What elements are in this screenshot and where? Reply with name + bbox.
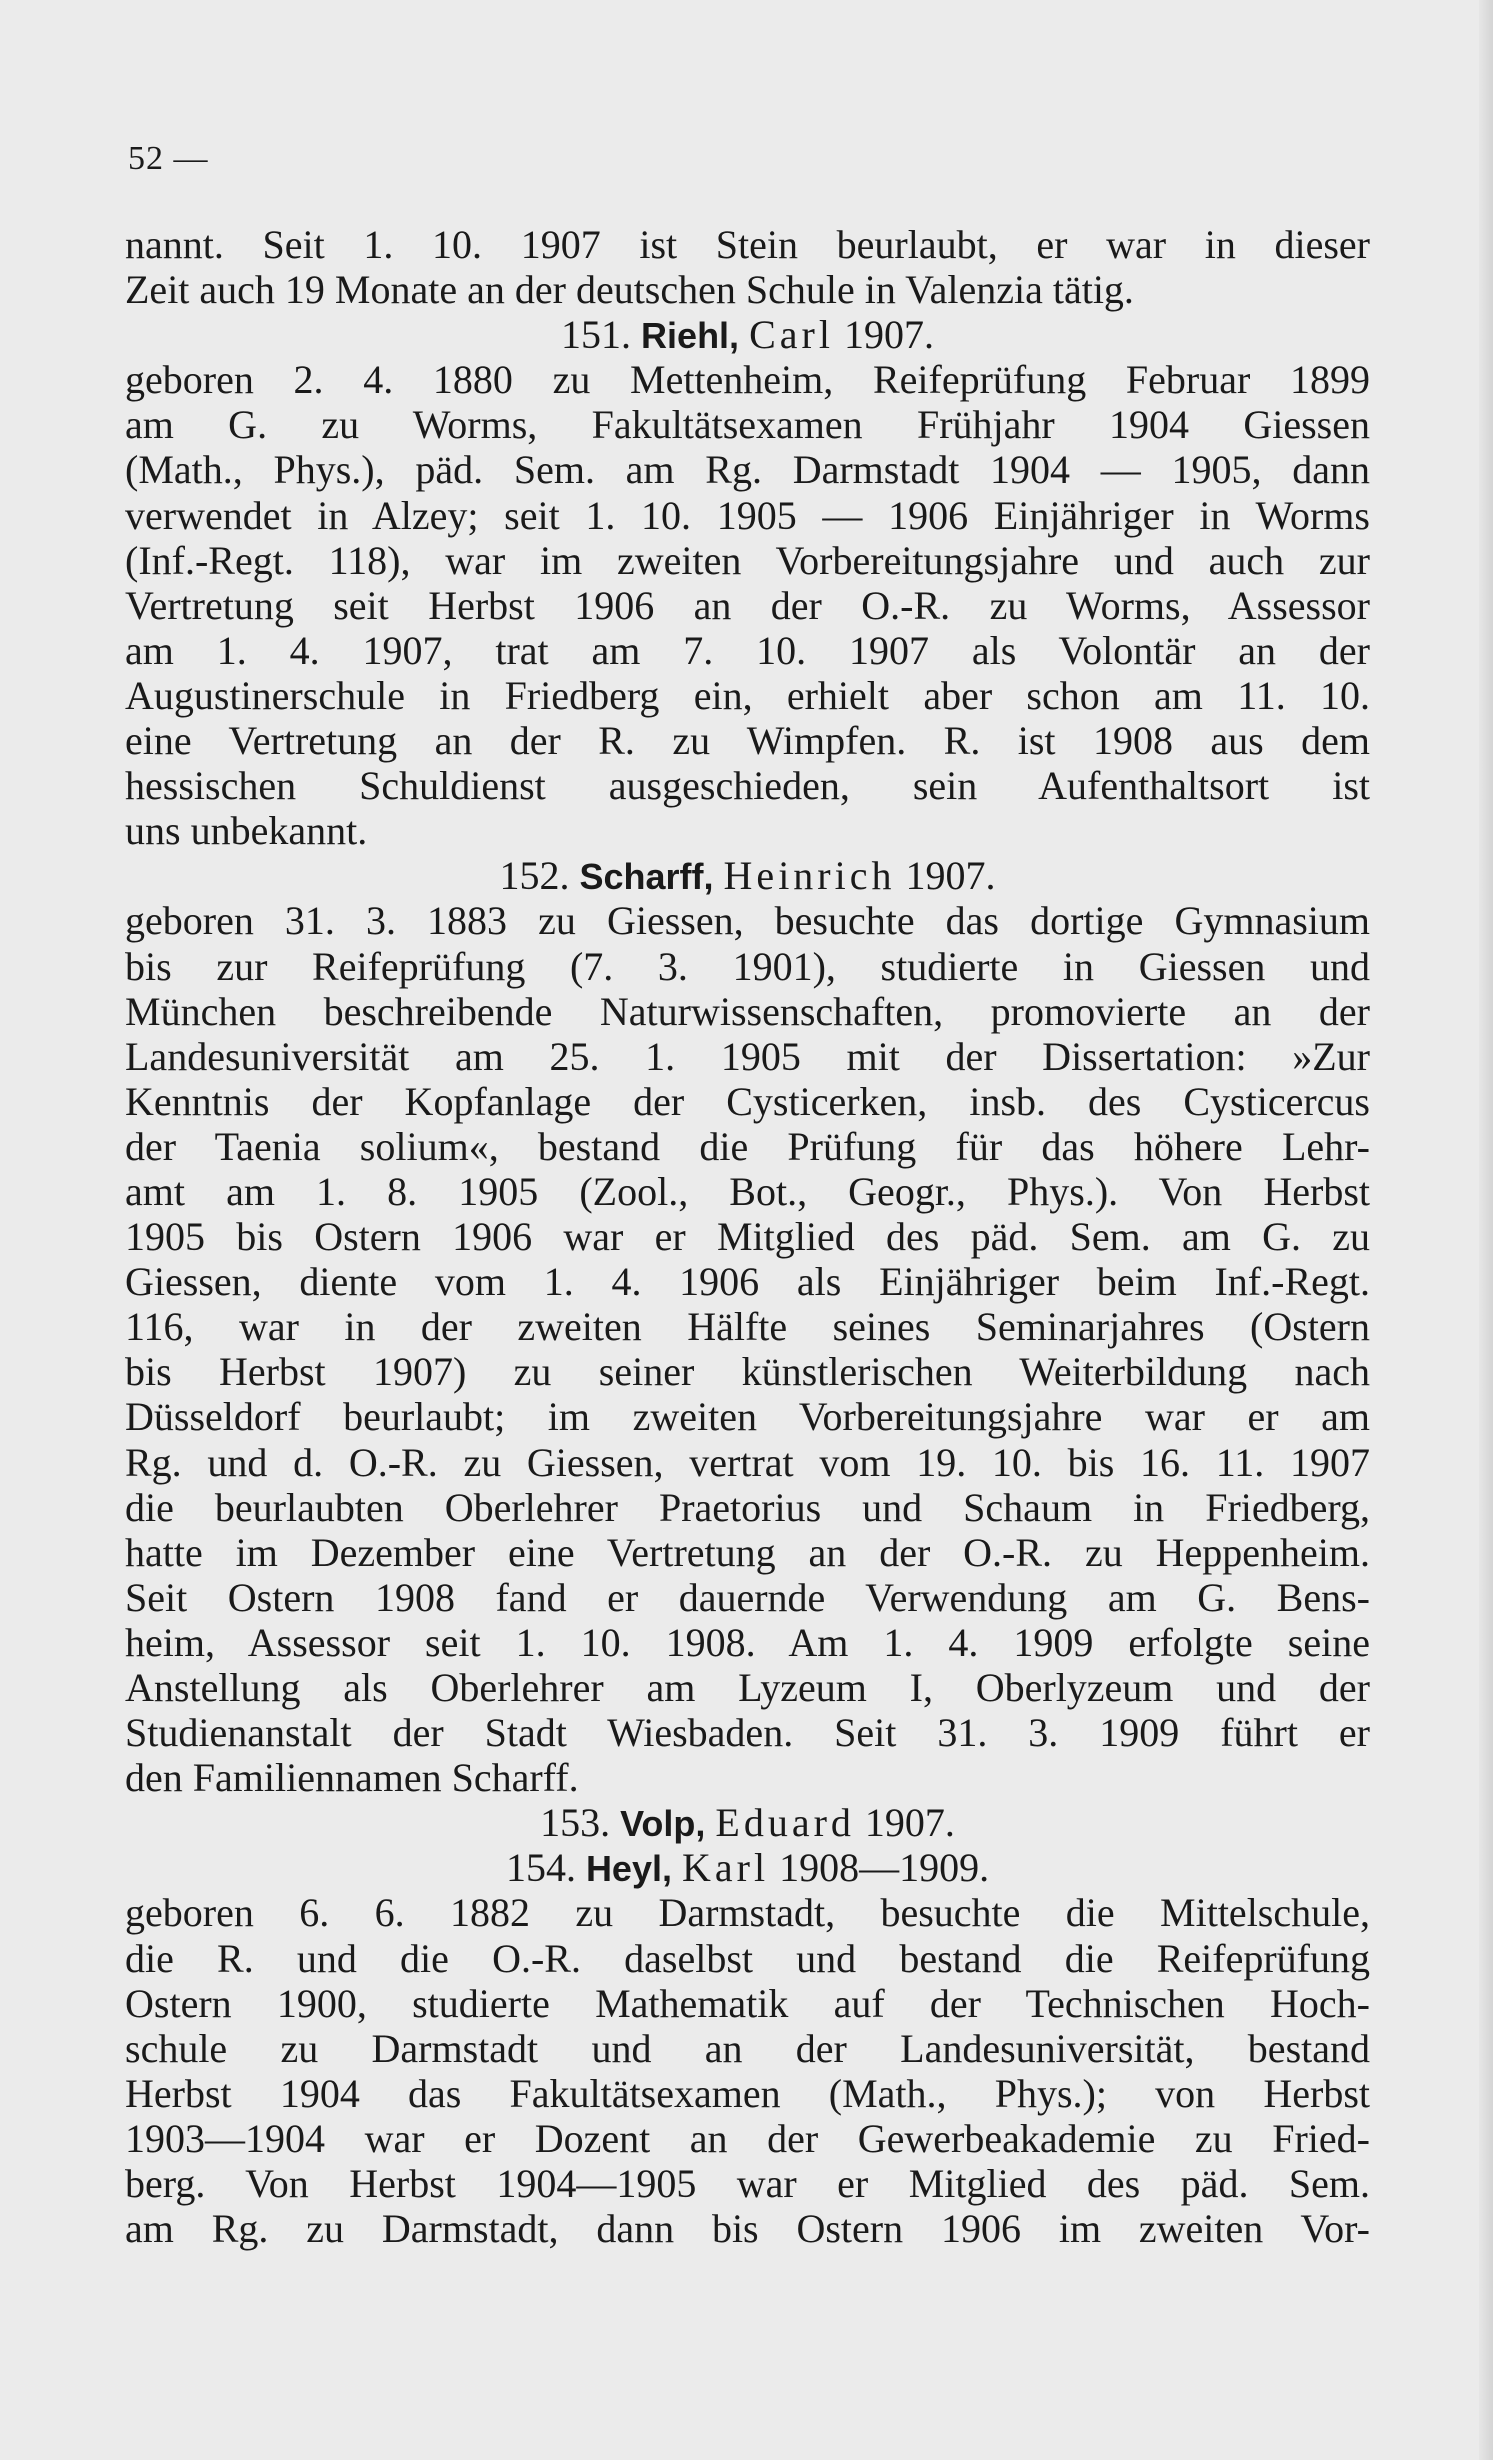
entry-surname: Heyl, [585, 1848, 672, 1890]
text-line: der Taenia solium«, bestand die Prüfung für das höhere Lehr- [125, 1123, 1370, 1169]
entry-number: 151. [561, 312, 632, 358]
entry-heading [125, 853, 1370, 898]
entry-heading [125, 1800, 1370, 1845]
entry-number: 152. [499, 853, 570, 899]
text-line: Düsseldorf beurlaubt; im zweiten Vorbereitungsjahre war er am [125, 1394, 1370, 1440]
entry-number: 154. [505, 1845, 576, 1891]
entry-year: 1907. [843, 312, 934, 358]
text-line: eine Vertretung an der R. zu Wimpfen. R. ist 1908 aus dem [125, 718, 1370, 764]
text-line: amt am 1. 8. 1905 (Zool., Bot., Geogr., Phys.). Von Herbst [125, 1168, 1370, 1214]
text-line: 116, war in der zweiten Hälfte seines Seminarjahres (Ostern [125, 1304, 1370, 1350]
text-line: Herbst 1904 das Fakultätsexamen (Math., Phys.); von Herbst [125, 2070, 1370, 2116]
text-line: Landesuniversität am 25. 1. 1905 mit der Dissertation: »Zur [125, 1033, 1370, 1079]
text-line: die beurlaubten Oberlehrer Praetorius und Schaum in Friedberg, [125, 1484, 1370, 1530]
text-line: Augustinerschule in Friedberg ein, erhielt aber schon am 11. 10. [125, 672, 1370, 718]
text-line: den Familiennamen Scharff. [125, 1755, 579, 1801]
text-line: Kenntnis der Kopfanlage der Cysticerken, insb. des Cysticercus [125, 1078, 1370, 1124]
text-line: am 1. 4. 1907, trat am 7. 10. 1907 als Volontär an der [125, 627, 1370, 673]
entry-given-name: Heinrich [723, 853, 896, 899]
text-line: Anstellung als Oberlehrer am Lyzeum I, Oberlyzeum und der [125, 1665, 1370, 1710]
entry-year: 1907. [864, 1800, 955, 1846]
text-line: geboren 6. 6. 1882 zu Darmstadt, besuchte die Mittelschule, [125, 1890, 1370, 1936]
entry-surname: Scharff, [579, 856, 714, 898]
entry-year: 1907. [905, 853, 996, 899]
text-line: 1903—1904 war er Dozent an der Gewerbeakademie zu Fried- [125, 2115, 1370, 2161]
entry-surname: Volp, [620, 1803, 706, 1845]
entry-number: 153. [540, 1800, 611, 1846]
text-line: berg. Von Herbst 1904—1905 war er Mitglied des päd. Sem. [125, 2161, 1370, 2207]
text-line: geboren 31. 3. 1883 zu Giessen, besuchte das dortige Gymnasium [125, 898, 1370, 944]
text-line: München beschreibende Naturwissenschaften, promovierte an der [125, 988, 1370, 1034]
entry-heading [125, 312, 1370, 357]
text-line: bis zur Reifeprüfung (7. 3. 1901), studierte in Giessen und [125, 943, 1370, 989]
text-line: Vertretung seit Herbst 1906 an der O.-R. zu Worms, Assessor [125, 582, 1370, 628]
text-line: Zeit auch 19 Monate an der deutschen Schule in Valenzia tätig. [125, 267, 1134, 313]
entry-given-name: Karl [681, 1845, 770, 1891]
entry-surname: Riehl, [641, 315, 740, 357]
text-line: nannt. Seit 1. 10. 1907 ist Stein beurlaubt, er war in dieser [125, 222, 1370, 267]
text-line: hatte im Dezember eine Vertretung an der O.-R. zu Heppenheim. [125, 1529, 1370, 1575]
text-line: 1905 bis Ostern 1906 war er Mitglied des päd. Sem. am G. zu [125, 1214, 1370, 1260]
text-line: Rg. und d. O.-R. zu Giessen, vertrat vom 19. 10. bis 16. 11. 1907 [125, 1439, 1370, 1485]
text-line: bis Herbst 1907) zu seiner künstlerischen Weiterbildung nach [125, 1349, 1370, 1395]
entry-year: 1908—1909. [779, 1845, 990, 1891]
entry-given-name: Carl [749, 312, 834, 358]
page-body [125, 222, 1370, 2251]
text-line: schule zu Darmstadt und an der Landesuniversität, bestand [125, 2025, 1370, 2071]
text-line: am G. zu Worms, Fakultätsexamen Frühjahr 1904 Giessen [125, 402, 1370, 448]
page-edge [1479, 0, 1493, 2460]
text-line: Seit Ostern 1908 fand er dauernde Verwendung am G. Bens- [125, 1574, 1370, 1620]
text-line: Studienanstalt der Stadt Wiesbaden. Seit 31. 3. 1909 führt er [125, 1710, 1370, 1756]
text-line: (Inf.-Regt. 118), war im zweiten Vorbereitungsjahre und auch zur [125, 537, 1370, 583]
text-line: geboren 2. 4. 1880 zu Mettenheim, Reifeprüfung Februar 1899 [125, 357, 1370, 403]
text-line: uns unbekannt. [125, 808, 368, 854]
entry-given-name: Eduard [715, 1800, 855, 1846]
text-line: am Rg. zu Darmstadt, dann bis Ostern 1906 im zweiten Vor- [125, 2206, 1370, 2252]
text-line: Giessen, diente vom 1. 4. 1906 als Einjähriger beim Inf.-Regt. [125, 1259, 1370, 1305]
text-line: Ostern 1900, studierte Mathematik auf der Technischen Hoch- [125, 1980, 1370, 2026]
text-line: heim, Assessor seit 1. 10. 1908. Am 1. 4. 1909 erfolgte seine [125, 1619, 1370, 1665]
text-line: (Math., Phys.), päd. Sem. am Rg. Darmstadt 1904 — 1905, dann [125, 447, 1370, 493]
page-number: 52 — [128, 140, 209, 177]
entry-heading [125, 1845, 1370, 1890]
text-line: die R. und die O.-R. daselbst und bestand die Reifeprüfung [125, 1935, 1370, 1981]
text-line: hessischen Schuldienst ausgeschieden, sein Aufenthaltsort ist [125, 763, 1370, 809]
text-line: verwendet in Alzey; seit 1. 10. 1905 — 1906 Einjähriger in Worms [125, 492, 1370, 538]
